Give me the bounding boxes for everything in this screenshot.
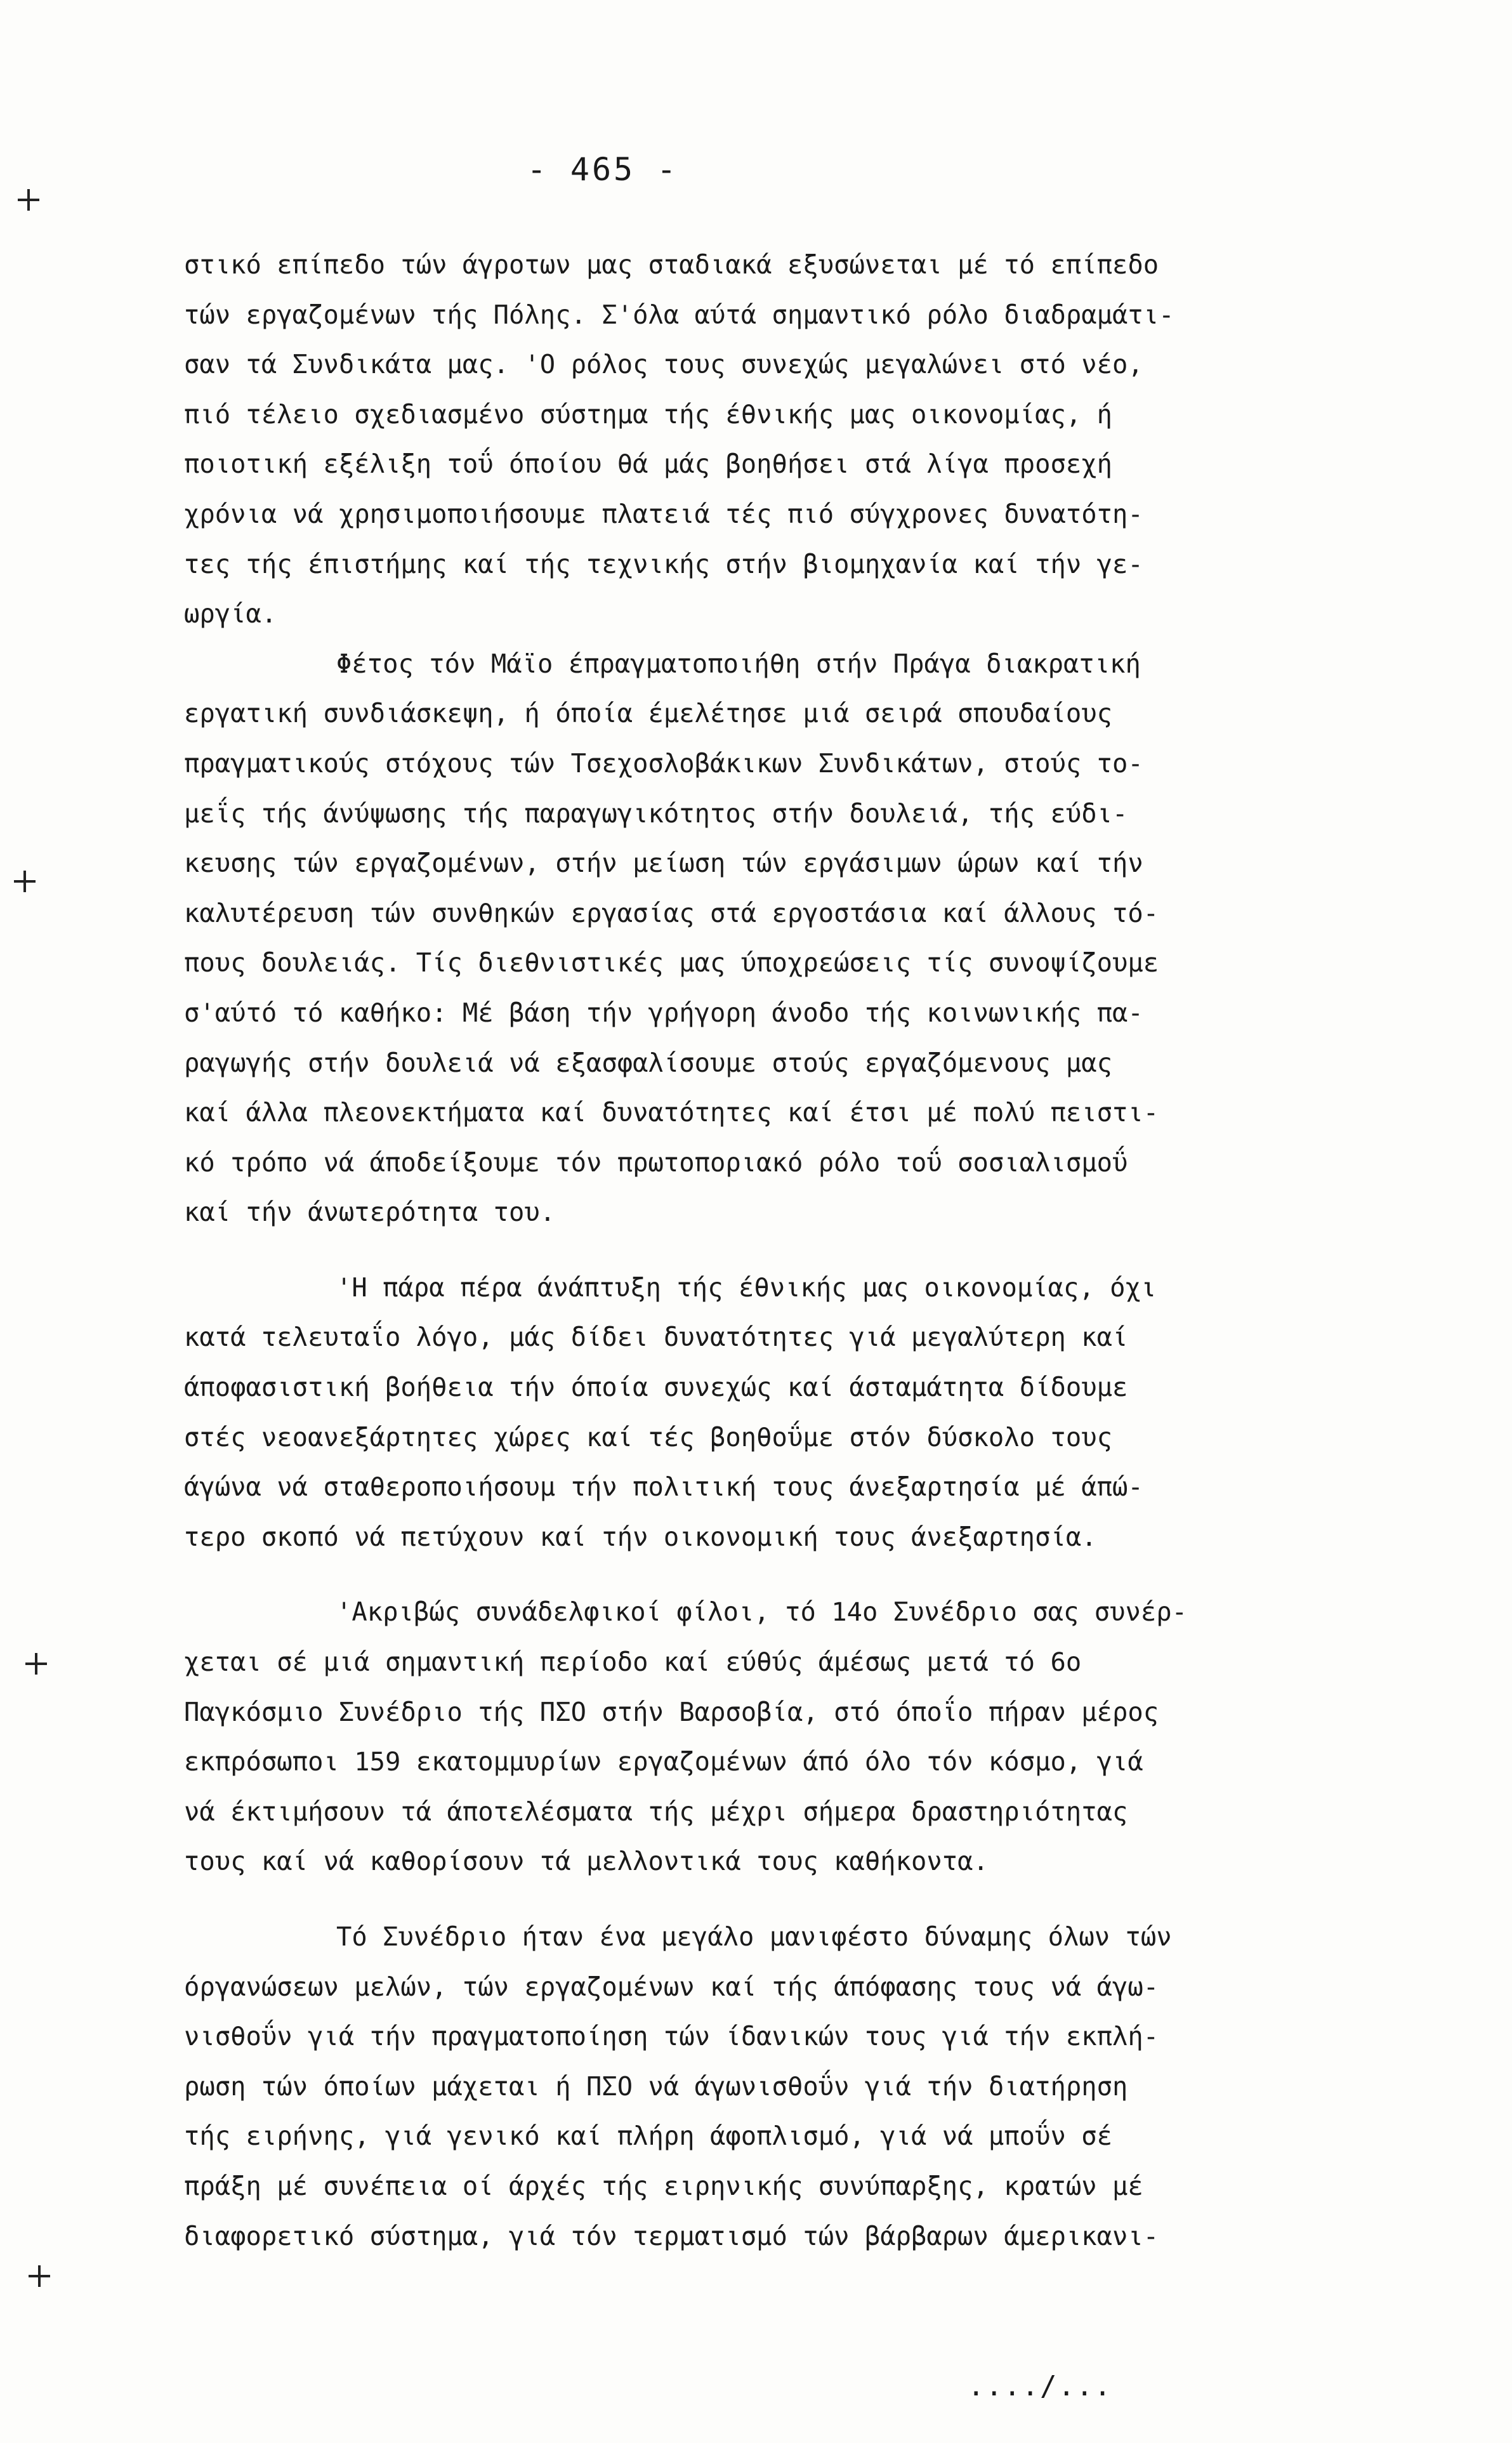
text-line: άποφασιστική βοήθεια τήν όποία συνεχώς καί άσταμάτητα δίδουμε	[184, 1372, 1128, 1403]
text-line: ποιοτική εξέλιξη τοΰ όποίου θά μάς βοηθήσει στά λίγα προσεχή	[184, 449, 1112, 480]
text-line: τερο σκοπό νά πετύχουν καί τήν οικονομική τους άνεξαρτησία.	[184, 1521, 1097, 1552]
text-line: καλυτέρευση τών συνθηκών εργασίας στά εργοστάσια καί άλλους τό-	[184, 897, 1159, 928]
paragraph	[184, 240, 1288, 639]
paragraph-gap	[184, 1887, 1288, 1912]
text-line: στές νεοανεξάρτητες χώρες καί τές βοηθοΰμε στόν δύσκολο τους	[184, 1421, 1112, 1452]
text-line: εργατική συνδιάσκεψη, ή όποία έμελέτησε μιά σειρά σπουδαίους	[184, 698, 1112, 729]
text-line: χρόνια νά χρησιμοποιήσουμε πλατειά τές πιό σύγχρονες δυνατότη-	[184, 498, 1143, 529]
text-line: Παγκόσμιο Συνέδριο τής ΠΣΟ στήν Βαρσοβία, στό όποΐο πήραν μέρος	[184, 1696, 1159, 1727]
text-line: κατά τελευταΐο λόγο, μάς δίδει δυνατότητες γιά μεγαλύτερη καί	[184, 1322, 1128, 1353]
paragraph	[184, 1912, 1288, 2261]
text-line: καί άλλα πλεονεκτήματα καί δυνατότητες καί έτσι μέ πολύ πειστι-	[184, 1097, 1159, 1128]
text-line: πραγματικούς στόχους τών Τσεχοσλοβάκικων Συνδικάτων, στούς το-	[184, 747, 1143, 779]
text-line: μεΐς τής άνύψωσης τής παραγωγικότητος στήν δουλειά, τής εύδι-	[184, 798, 1128, 829]
paragraph-gap	[184, 1562, 1288, 1587]
text-line: πράξη μέ συνέπεια οί άρχές τής ειρηνικής συνύπαρξης, κρατών μέ	[184, 2170, 1143, 2201]
text-line: τής ειρήνης, γιά γενικό καί πλήρη άφοπλισμό, γιά νά μποΰν σέ	[184, 2121, 1112, 2152]
text-line: σαν τά Συνδικάτα μας. 'Ο ρόλος τους συνεχώς μεγαλώνει στό νέο,	[184, 349, 1143, 380]
paragraph-gap	[184, 1237, 1288, 1263]
text-line: σ'αύτό τό καθήκο: Μέ βάση τήν γρήγορη άνοδο τής κοινωνικής πα-	[184, 997, 1143, 1028]
text-line: κό τρόπο νά άποδείξουμε τόν πρωτοποριακό ρόλο τοΰ σοσιαλισμοΰ	[184, 1147, 1128, 1178]
margin-cross-mark	[29, 2265, 50, 2287]
paragraph	[184, 1587, 1288, 1887]
text-line: διαφορετικό σύστημα, γιά τόν τερματισμό τών βάρβαρων άμερικανι-	[184, 2220, 1159, 2251]
text-line: ρωση τών όποίων μάχεται ή ΠΣΟ νά άγωνισθοΰν γιά τήν διατήρηση	[184, 2071, 1128, 2102]
text-line: εκπρόσωποι 159 εκατομμυρίων εργαζομένων άπό όλο τόν κόσμο, γιά	[184, 1746, 1143, 1777]
text-line: καί τήν άνωτερότητα του.	[184, 1197, 556, 1228]
paragraph	[184, 639, 1288, 1237]
text-line: 'Ακριβώς συνάδελφικοί φίλοι, τό 14ο Συνέδριο σας συνέρ-	[336, 1597, 1188, 1628]
text-line: χεται σέ μιά σημαντική περίοδο καί εύθύς άμέσως μετά τό 6ο	[184, 1647, 1082, 1678]
text-line: ραγωγής στήν δουλειά νά εξασφαλίσουμε στούς εργαζόμενους μας	[184, 1047, 1112, 1078]
text-line: άγώνα νά σταθεροποιήσουμ τήν πολιτική τους άνεξαρτησία μέ άπώ-	[184, 1472, 1143, 1503]
page-number: - 465 -	[527, 151, 679, 188]
paragraph	[184, 1263, 1288, 1562]
text-line: ωργία.	[184, 598, 277, 629]
document-body	[184, 240, 1288, 2261]
text-line: τους καί νά καθορίσουν τά μελλοντικά τους καθήκοντα.	[184, 1846, 989, 1877]
text-line: Φέτος τόν Μάϊο έπραγματοποιήθη στήν Πράγα διακρατική	[336, 648, 1141, 679]
text-line: πιό τέλειο σχεδιασμένο σύστημα τής έθνικής μας οικονομίας, ή	[184, 398, 1112, 430]
text-line: Τό Συνέδριο ήταν ένα μεγάλο μανιφέστο δύναμης όλων τών	[336, 1921, 1172, 1952]
text-line: κευσης τών εργαζομένων, στήν μείωση τών εργάσιμων ώρων καί τήν	[184, 848, 1143, 879]
text-line: πους δουλειάς. Τίς διεθνιστικές μας ύποχρεώσεις τίς συνοψίζουμε	[184, 947, 1159, 978]
text-line: νά έκτιμήσουν τά άποτελέσματα τής μέχρι σήμερα δραστηριότητας	[184, 1796, 1128, 1827]
text-line: τών εργαζομένων τής Πόλης. Σ'όλα αύτά σημαντικό ρόλο διαδραμάτι-	[184, 299, 1174, 330]
text-line: νισθοΰν γιά τήν πραγματοποίηση τών ίδανικών τους γιά τήν εκπλή-	[184, 2021, 1159, 2052]
continuation-mark: ..../...	[968, 2370, 1112, 2402]
text-line: τες τής έπιστήμης καί τής τεχνικής στήν βιομηχανία καί τήν γε-	[184, 548, 1143, 579]
text-line: στικό επίπεδο τών άγροτων μας σταδιακά εξυσώνεται μέ τό επίπεδο	[184, 249, 1159, 280]
margin-cross-mark	[25, 1653, 47, 1675]
text-line: 'Η πάρα πέρα άνάπτυξη τής έθνικής μας οικονομίας, όχι	[336, 1272, 1157, 1303]
text-line: όργανώσεων μελών, τών εργαζομένων καί τής άπόφασης τους νά άγω-	[184, 1971, 1159, 2002]
margin-cross-mark	[14, 871, 36, 892]
margin-cross-mark	[18, 189, 39, 211]
